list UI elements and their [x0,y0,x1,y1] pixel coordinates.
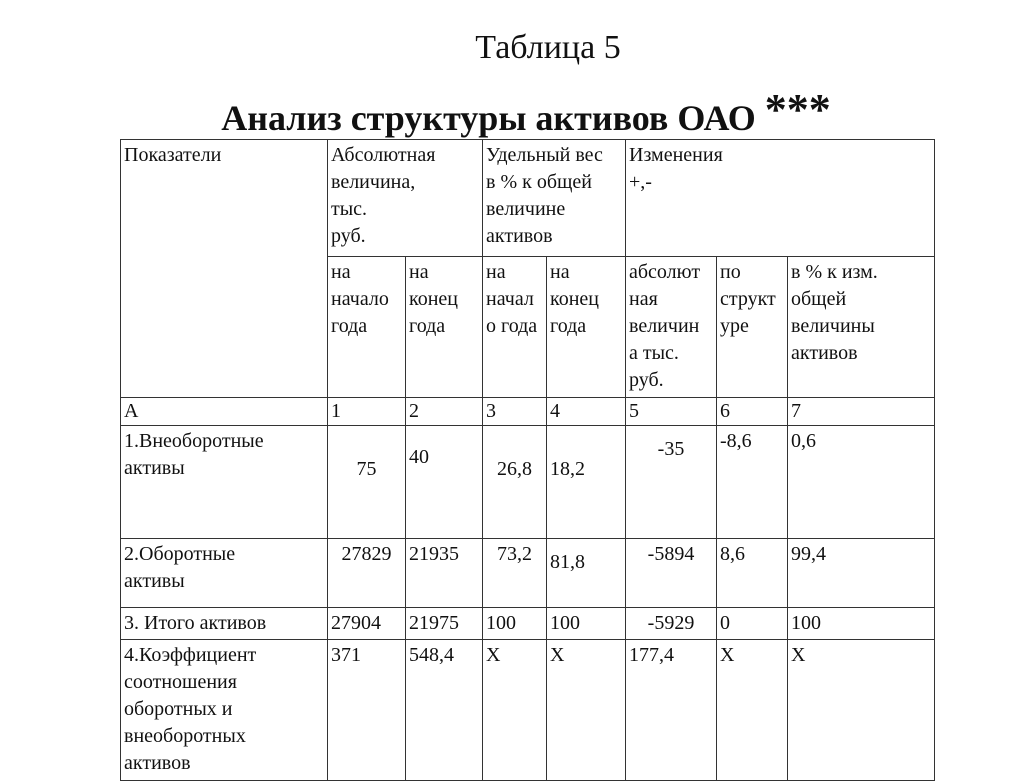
table-row [121,640,935,781]
header-chg-struct: по структ уре [717,257,788,398]
row-label: 2.Оборотные активы [121,539,328,608]
cell-value: 548,4 [406,640,483,781]
cell-value: 18,2 [547,426,626,539]
cell-value: -8,6 [717,426,788,539]
cell-value: Х [483,640,547,781]
cell-value: 100 [788,608,935,640]
col-number: 4 [547,398,626,426]
table-caption: Таблица 5 [475,29,621,66]
col-number: 3 [483,398,547,426]
col-number: 1 [328,398,406,426]
cell-value: 100 [547,608,626,640]
asset-structure-table [120,139,935,781]
header-share-end: на конец года [547,257,626,398]
cell-value: 21975 [406,608,483,640]
col-number: 5 [626,398,717,426]
cell-value: Х [717,640,788,781]
page-title-text: Анализ структуры активов ОАО [221,98,756,138]
cell-value: Х [788,640,935,781]
cell-value: 75 [328,426,406,539]
cell-value: 0 [717,608,788,640]
cell-value: -35 [626,426,717,539]
header-chg-abs: абсолют ная величин а тыс. руб. [626,257,717,398]
page-title [0,84,1024,144]
row-label: 1.Внеоборотные активы [121,426,328,539]
table-row [121,539,935,608]
header-share: Удельный вес в % к общей величине активов [483,140,626,257]
header-row [121,140,935,257]
col-number: А [121,398,328,426]
cell-value: 177,4 [626,640,717,781]
header-share-start: на начал о года [483,257,547,398]
col-number: 6 [717,398,788,426]
table-row [121,426,935,539]
header-chg-pct: в % к изм. общей величины активов [788,257,935,398]
header-abs-start: на начало года [328,257,406,398]
header-absolute: Абсолютная величина, тыс. руб. [328,140,483,257]
row-label: 4.Коэффициент соотношения оборотных и внеоборотных активов [121,640,328,781]
header-abs-end: на конец года [406,257,483,398]
cell-value: Х [547,640,626,781]
cell-value: 0,6 [788,426,935,539]
cell-value: 81,8 [547,539,626,608]
column-number-row [121,398,935,426]
header-changes: Изменения +,- [626,140,935,257]
header-indicators: Показатели [121,140,328,398]
cell-value: 26,8 [483,426,547,539]
cell-value: 8,6 [717,539,788,608]
cell-value: -5894 [626,539,717,608]
cell-value: -5929 [626,608,717,640]
cell-value: 371 [328,640,406,781]
title-mark: *** [764,85,831,134]
table-row [121,608,935,640]
cell-value: 27829 [328,539,406,608]
col-number: 7 [788,398,935,426]
cell-value: 21935 [406,539,483,608]
cell-value: 73,2 [483,539,547,608]
row-label: 3. Итого активов [121,608,328,640]
cell-value: 40 [406,426,483,539]
cell-value: 99,4 [788,539,935,608]
cell-value: 27904 [328,608,406,640]
col-number: 2 [406,398,483,426]
cell-value: 100 [483,608,547,640]
